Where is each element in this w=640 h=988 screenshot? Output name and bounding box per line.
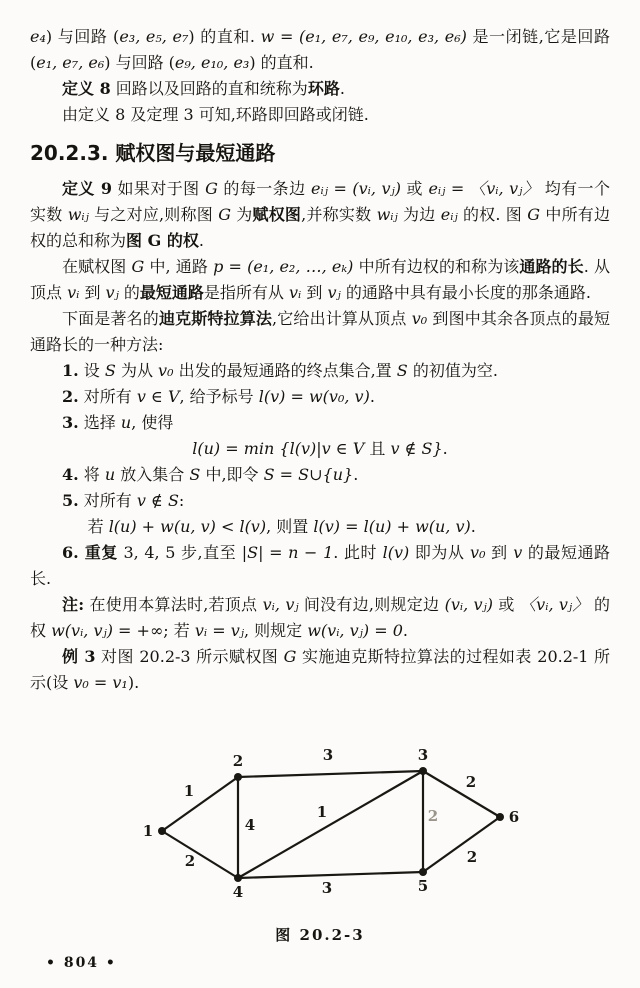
text-run: ) 的直和. xyxy=(249,53,314,72)
graph-edge xyxy=(162,777,238,831)
text-run: S xyxy=(396,361,408,380)
graph-edge xyxy=(423,817,500,872)
text-run: . xyxy=(198,231,204,250)
definition-8 xyxy=(30,76,610,102)
text-run: 〈vᵢ, vⱼ〉 xyxy=(519,595,589,614)
page-number: • 804 • xyxy=(46,955,117,971)
text-run: v₀ = v₁ xyxy=(73,673,128,692)
graph-vertex-label: 6 xyxy=(508,808,520,826)
text-run: 为边 xyxy=(397,205,441,224)
text-run: 到图中其余各顶点的最短通路长的一种方法: xyxy=(30,309,610,354)
text-run: u xyxy=(104,465,116,484)
text-run: 为 xyxy=(231,205,253,224)
text-run: vᵢ xyxy=(289,283,302,302)
text-run: ) 的直和. xyxy=(188,27,261,46)
step-3-formula xyxy=(30,436,610,462)
text-run: l(u) = min {l(v)|v ∈ V xyxy=(192,439,370,458)
graph-vertex-label: 4 xyxy=(232,883,244,901)
step-2 xyxy=(30,384,610,410)
text-run: v ∉ S} xyxy=(385,439,443,458)
graph-edge-weight: 2 xyxy=(427,807,439,825)
graph-edge xyxy=(238,771,423,878)
text-run: 或 xyxy=(493,595,520,614)
text-run: 在使用本算法时,若顶点 xyxy=(84,595,263,614)
text-run: ; 若 xyxy=(163,621,195,640)
dijkstra-intro xyxy=(30,306,610,358)
text-run: wᵢⱼ xyxy=(67,205,89,224)
text-run: vᵢ, vⱼ xyxy=(262,595,299,614)
graph-vertex xyxy=(234,874,242,882)
text-run: 的最短通路长. xyxy=(30,543,610,588)
graph-edge-weight: 3 xyxy=(321,879,333,897)
text-run: vⱼ xyxy=(105,283,119,302)
text-run: , 则规定 xyxy=(243,621,308,640)
text-run: 放入集合 xyxy=(115,465,190,484)
text-run: 迪克斯特拉算法 xyxy=(158,309,273,328)
text-run: 实施迪克斯特拉算法的过程如表 20.2-1 所示(设 xyxy=(30,647,610,692)
graph-edge xyxy=(238,872,423,878)
graph-edge-weight: 2 xyxy=(184,852,196,870)
shortest-path-paragraph xyxy=(30,254,610,306)
text-run: 出发的最短通路的终点集合,置 xyxy=(173,361,397,380)
text-run: ). xyxy=(127,673,140,692)
step-5-condition xyxy=(30,514,610,540)
graph-vertex-label: 2 xyxy=(232,752,244,770)
text-run: l(v) xyxy=(382,543,410,562)
text-run: e₃, e₅, e₇ xyxy=(119,27,189,46)
text-run: 图 G 的权 xyxy=(126,231,199,250)
text-run: u xyxy=(120,413,132,432)
text-run: p = (e₁, e₂, …, eₖ) xyxy=(213,257,354,276)
text-run: v₀ xyxy=(411,309,428,328)
paragraph-continuation xyxy=(30,24,610,76)
text-run: G xyxy=(283,647,297,666)
text-run: v₀ xyxy=(158,361,174,380)
text-run: . xyxy=(353,465,359,484)
text-run: 6. 重复 xyxy=(62,543,118,562)
text-run: 由定义 8 及定理 3 可知,环路即回路或闭链. xyxy=(62,105,369,124)
text-run: 到 xyxy=(485,543,514,562)
text-run: 的 xyxy=(118,283,140,302)
graph-vertex xyxy=(496,813,504,821)
text-run: 的通路中具有最小长度的那条通路. xyxy=(340,283,591,302)
text-run: S xyxy=(189,465,201,484)
text-run: v xyxy=(513,543,523,562)
algorithm-steps xyxy=(30,358,610,592)
text-run: 中,即令 xyxy=(200,465,264,484)
text-run: 通路的长 xyxy=(519,257,584,276)
text-run: 对图 20.2-3 所示赋权图 xyxy=(95,647,284,666)
text-run: . 此时 xyxy=(333,543,383,562)
text-run: 3, 4, 5 步,直至 xyxy=(117,543,242,562)
text-run: . xyxy=(369,387,375,406)
text-run: G xyxy=(131,257,145,276)
text-run: 且 xyxy=(369,439,386,458)
text-run: 赋权图 xyxy=(252,205,302,224)
text-run: 为从 xyxy=(115,361,159,380)
graph-edge xyxy=(238,771,423,777)
text-run: eᵢⱼ = (vᵢ, vⱼ) xyxy=(311,179,401,198)
text-run: w(vᵢ, vⱼ) = 0 xyxy=(307,621,403,640)
text-run: 的权. 图 xyxy=(457,205,528,224)
text-run: e₉, e₁₀, e₃ xyxy=(174,53,250,72)
text-run: 例 3 xyxy=(62,647,96,666)
text-run: . xyxy=(402,621,408,640)
graph-vertex xyxy=(234,773,242,781)
graph-vertex xyxy=(158,827,166,835)
text-run: e₁, e₇, e₆ xyxy=(36,53,105,72)
text-run: l(v) = l(u) + w(u, v) xyxy=(313,517,471,536)
figure-20-2-3 xyxy=(30,708,610,914)
text-run: wᵢⱼ xyxy=(376,205,398,224)
text-run: 到 xyxy=(79,283,106,302)
text-run: 是指所有从 xyxy=(203,283,290,302)
text-run: 的权 xyxy=(30,595,610,640)
text-run: G xyxy=(218,205,231,224)
text-run: 对所有 xyxy=(78,491,137,510)
text-run: 中所有边权的和称为该 xyxy=(353,257,520,276)
definition-8-note xyxy=(30,102,610,128)
text-run: 的初值为空. xyxy=(407,361,498,380)
text-run: 在赋权图 xyxy=(62,257,132,276)
text-run: 对所有 xyxy=(78,387,137,406)
text-run: vᵢ = vⱼ xyxy=(194,621,244,640)
text-run: 4. xyxy=(62,465,79,484)
text-run: 中所有边权的总和称为 xyxy=(30,205,610,250)
text-run: vᵢ xyxy=(67,283,80,302)
text-run: . 从顶点 xyxy=(30,257,610,302)
text-run: . xyxy=(339,79,345,98)
graph-edge-weight: 2 xyxy=(466,848,478,866)
text-run: w = (e₁, e₇, e₉, e₁₀, e₃, e₆) xyxy=(260,27,467,46)
text-run: 1. xyxy=(62,361,79,380)
text-run: S = S∪{u} xyxy=(263,465,354,484)
text-run: v ∈ V xyxy=(136,387,180,406)
text-run: v₀ xyxy=(470,543,486,562)
text-run: 回路以及回路的直和统称为 xyxy=(110,79,308,98)
text-run: 中, 通路 xyxy=(144,257,214,276)
text-run: . xyxy=(470,517,476,536)
text-run: 3. xyxy=(62,413,79,432)
text-run: 即为从 xyxy=(409,543,471,562)
text-run: S xyxy=(104,361,116,380)
text-run: 下面是著名的 xyxy=(62,309,159,328)
text-run: eᵢⱼ = 〈vᵢ, vⱼ〉 xyxy=(428,179,540,198)
text-run: , 使得 xyxy=(131,413,174,432)
graph-edge-weight: 4 xyxy=(244,816,256,834)
text-run: 定义 8 xyxy=(62,79,111,98)
text-run: , 则置 xyxy=(266,517,314,536)
text-run: 最短通路 xyxy=(139,283,204,302)
text-run: 间没有边,则规定边 xyxy=(298,595,445,614)
text-run: 若 xyxy=(87,517,109,536)
text-run: 的每一条边 xyxy=(217,179,312,198)
graph-edge-weight: 1 xyxy=(316,803,328,821)
step-1 xyxy=(30,358,610,384)
graph-edge-weight: 3 xyxy=(322,746,334,764)
step-3 xyxy=(30,410,610,436)
text-run: 选择 xyxy=(78,413,121,432)
graph-edge xyxy=(162,831,238,878)
section-heading: 20.2.3. 赋权图与最短通路 xyxy=(30,141,276,165)
figure-caption: 图 20.2-3 xyxy=(275,926,365,944)
definition-9 xyxy=(30,176,610,254)
graph-vertex xyxy=(419,767,427,775)
text-run: 是一闭链,它是回路 ( xyxy=(30,27,610,72)
step-5 xyxy=(30,488,610,514)
text-run: 将 xyxy=(78,465,105,484)
text-run: 均有一个实数 xyxy=(30,179,610,224)
text-run: 设 xyxy=(78,361,105,380)
example-3 xyxy=(30,644,610,696)
step-4 xyxy=(30,462,610,488)
text-run: 或 xyxy=(401,179,429,198)
text-run: ,并称实数 xyxy=(301,205,377,224)
text-run: G xyxy=(205,179,218,198)
text-run: (vᵢ, vⱼ) xyxy=(444,595,494,614)
weighted-graph-svg xyxy=(30,708,610,914)
step-6 xyxy=(30,540,610,592)
text-run: 如果对于图 xyxy=(111,179,206,198)
text-run: : xyxy=(178,491,185,510)
text-run: ,它给出计算从顶点 xyxy=(272,309,412,328)
remark xyxy=(30,592,610,644)
text-run: eᵢⱼ xyxy=(440,205,458,224)
text-run: |S| = n − 1 xyxy=(241,543,334,562)
text-run: l(u) + w(u, v) < l(v) xyxy=(108,517,267,536)
text-run: vⱼ xyxy=(327,283,341,302)
text-run: 5. xyxy=(62,491,79,510)
text-run: v ∉ S xyxy=(136,491,179,510)
graph-vertex-label: 5 xyxy=(417,877,429,895)
text-run: . xyxy=(442,439,448,458)
graph-edge-weight: 1 xyxy=(183,782,195,800)
text-run: , 给予标号 xyxy=(179,387,259,406)
graph-vertex-label: 3 xyxy=(417,746,429,764)
text-run: 环路 xyxy=(307,79,340,98)
graph-vertex xyxy=(419,868,427,876)
text-run: 与之对应,则称图 xyxy=(88,205,219,224)
text-run: 定义 9 xyxy=(62,179,112,198)
text-run: e₄ xyxy=(30,27,46,46)
text-run: w(vᵢ, vⱼ) = +∞ xyxy=(51,621,164,640)
text-run: ) 与回路 ( xyxy=(104,53,175,72)
graph-edge-weight: 2 xyxy=(465,773,477,791)
text-run: l(v) = w(v₀, v) xyxy=(258,387,370,406)
text-run: 到 xyxy=(301,283,328,302)
text-run: 注: xyxy=(62,595,85,614)
text-run: 2. xyxy=(62,387,79,406)
text-run: G xyxy=(527,205,541,224)
graph-vertex-label: 1 xyxy=(142,822,154,840)
text-run: ) 与回路 ( xyxy=(45,27,120,46)
